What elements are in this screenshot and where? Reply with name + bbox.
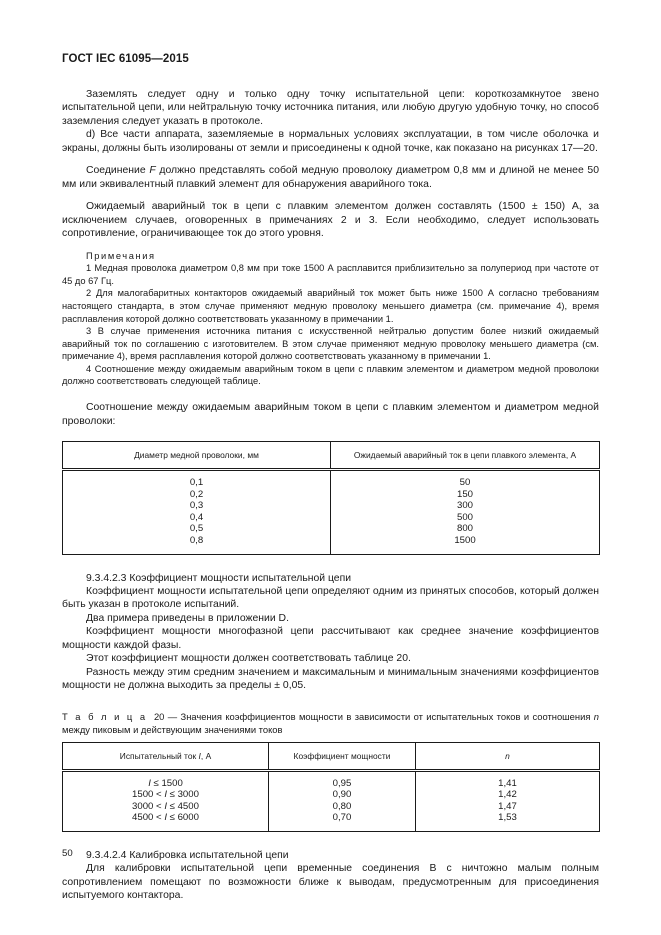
table-row — [63, 770, 600, 831]
note-3: 3 В случае применения источника питания с искусственной нейтралью допустим более низкий ожидаемый аварийный ток по соглашению с изготовителем. В этом случае применяют медную проволоку меньшего диаметра (см. примечание 4), время расплавления которой должно соответствовать указанному в примечании 1. — [62, 326, 599, 362]
paragraph-grounding: Заземлять следует одну и только одну точку испытательной цепи: короткозамкнутое звено испытательной цепи, или нейтральную точку источника питания, или любую другую удобную точку, но способ заземления следует указать в протоколе. — [62, 89, 599, 127]
paragraph-power-factor-4: Этот коэффициент мощности должен соответствовать таблице 20. — [86, 653, 411, 665]
table-header-row — [63, 742, 600, 770]
spacer — [62, 388, 599, 401]
paragraph-power-factor-5: Разность между этим средним значением и максимальным и минимальным значениями коэффициентов мощности не должна выходить за пределы ± 0,05. — [62, 666, 599, 692]
heading-9-3-4-2-3: 9.3.4.2.3 Коэффициент мощности испытательной цепи — [86, 572, 352, 584]
note-1: 1 Медная проволока диаметром 0,8 мм при токе 1500 А расплавится приблизительно за полупериод при частоте от 45 до 67 Гц. — [62, 263, 599, 286]
table-cell-power-factor-values — [269, 770, 416, 831]
diameter-value-list: 0,1 0,2 0,3 0,4 0,5 0,8 — [189, 476, 204, 546]
table-header-cell-power-factor: Коэффициент мощности — [269, 742, 416, 770]
power-factor-value-list: 0,95 0,90 0,80 0,70 — [332, 777, 352, 824]
test-current-value-list: I ≤ 1500 1500 < I ≤ 3000 3000 < I ≤ 4500 4500 < I ≤ 6000 — [132, 777, 199, 824]
page-number: 50 — [62, 848, 73, 859]
variable-n: n — [505, 750, 510, 761]
table-wire-diameter-current — [62, 441, 600, 555]
table-caption-label: Т а б л и ц а — [62, 710, 148, 722]
paragraph-power-factor-2: Два примера приведены в приложении D. — [86, 612, 289, 624]
paragraph-connection-f: Соединение F должно представлять собой медную проволоку диаметром 0,8 мм и длиной не менее 50 мм или эквивалентный плавкий элемент для обнаружения аварийного тока. — [62, 165, 599, 190]
table-caption-number: 20 — [153, 710, 165, 722]
spacer — [62, 155, 599, 164]
table-20-power-factor — [62, 742, 600, 832]
heading-9-3-4-2-4: 9.3.4.2.4 Калибровка испытательной цепи — [86, 849, 289, 861]
table-cell-diameter-values — [63, 469, 331, 554]
table-cell-n-values — [416, 770, 600, 831]
paragraph-prospective-current: Ожидаемый аварийный ток в цепи с плавким элементом должен составлять (1500 ± 150) А, за исключением случаев, оговоренных в примечаниях 2 и 3. Если необходимо, следует использовать сопротивление, ограничивающее ток до этого уровня. — [62, 201, 599, 240]
document-header-standard-number: ГОСТ IEC 61095—2015 — [62, 53, 189, 65]
table-row — [63, 469, 600, 554]
note-4: 4 Соотношение между ожидаемым аварийным током в цепи с плавким элементом и диаметром медной проволоки должно соответствовать следующей таблице. — [62, 363, 599, 387]
note-2: 2 Для малогабаритных контакторов ожидаемый аварийный ток может быть ниже 1500 А согласно требованиям настоящего стандарта, в этом случае применяют медную проволоку меньшего диаметра (см. примечание 4), время расплавления которой должно соответствовать указанному в примечании 1. — [62, 288, 599, 324]
paragraph-power-factor-3: Коэффициент мощности многофазной цепи рассчитывают как среднее значение коэффициентов мощности каждой фазы. — [62, 626, 599, 651]
table-caption-text: — Значения коэффициентов мощности в зависимости от испытательных токов и соотношения n между пиковым и действующим значениями токов — [62, 710, 599, 735]
paragraph-relation-intro: Соотношение между ожидаемым аварийным током в цепи с плавким элементом и диаметром медной проволоки: — [62, 402, 599, 427]
paragraph-power-factor-1: Коэффициент мощности испытательной цепи определяют одним из принятых способов, который должен быть указан в протоколе испытаний. — [62, 585, 599, 611]
current-value-list: 50 150 300 500 800 1500 — [454, 476, 476, 546]
table-header-row — [63, 441, 600, 469]
table-cell-test-current-values — [63, 770, 269, 831]
table-header-cell-n — [416, 742, 600, 770]
table-cell-current-values — [331, 469, 600, 554]
table-20-caption — [62, 710, 599, 736]
paragraph-item-d: d) Все части аппарата, заземляемые в нормальных условиях эксплуатации, в том числе оболочка и экраны, должны быть изолированы от земли и присоединены к одной точке, как показано на рисунках 17—20. — [62, 129, 599, 154]
spacer — [62, 693, 599, 710]
document-body — [62, 88, 599, 903]
spacer — [62, 428, 599, 441]
spacer — [62, 191, 599, 200]
spacer — [62, 832, 599, 849]
table-header-cell-test-current: Испытательный ток I, А — [63, 742, 269, 770]
notes-heading: Примечания — [86, 250, 156, 261]
n-value-list: 1,41 1,42 1,47 1,53 — [498, 777, 517, 824]
paragraph-calibration: Для калибровки испытательной цепи временные соединения В с ничтожно малым полным сопротивлением помещают по возможности ближе к выводам, предусмотренным для присоединения испытуемого контактора. — [62, 863, 599, 902]
table-header-cell-current: Ожидаемый аварийный ток в цепи плавкого элемента, А — [331, 441, 600, 469]
spacer — [62, 555, 599, 572]
table-header-cell-diameter: Диаметр медной проволоки, мм — [63, 441, 331, 469]
